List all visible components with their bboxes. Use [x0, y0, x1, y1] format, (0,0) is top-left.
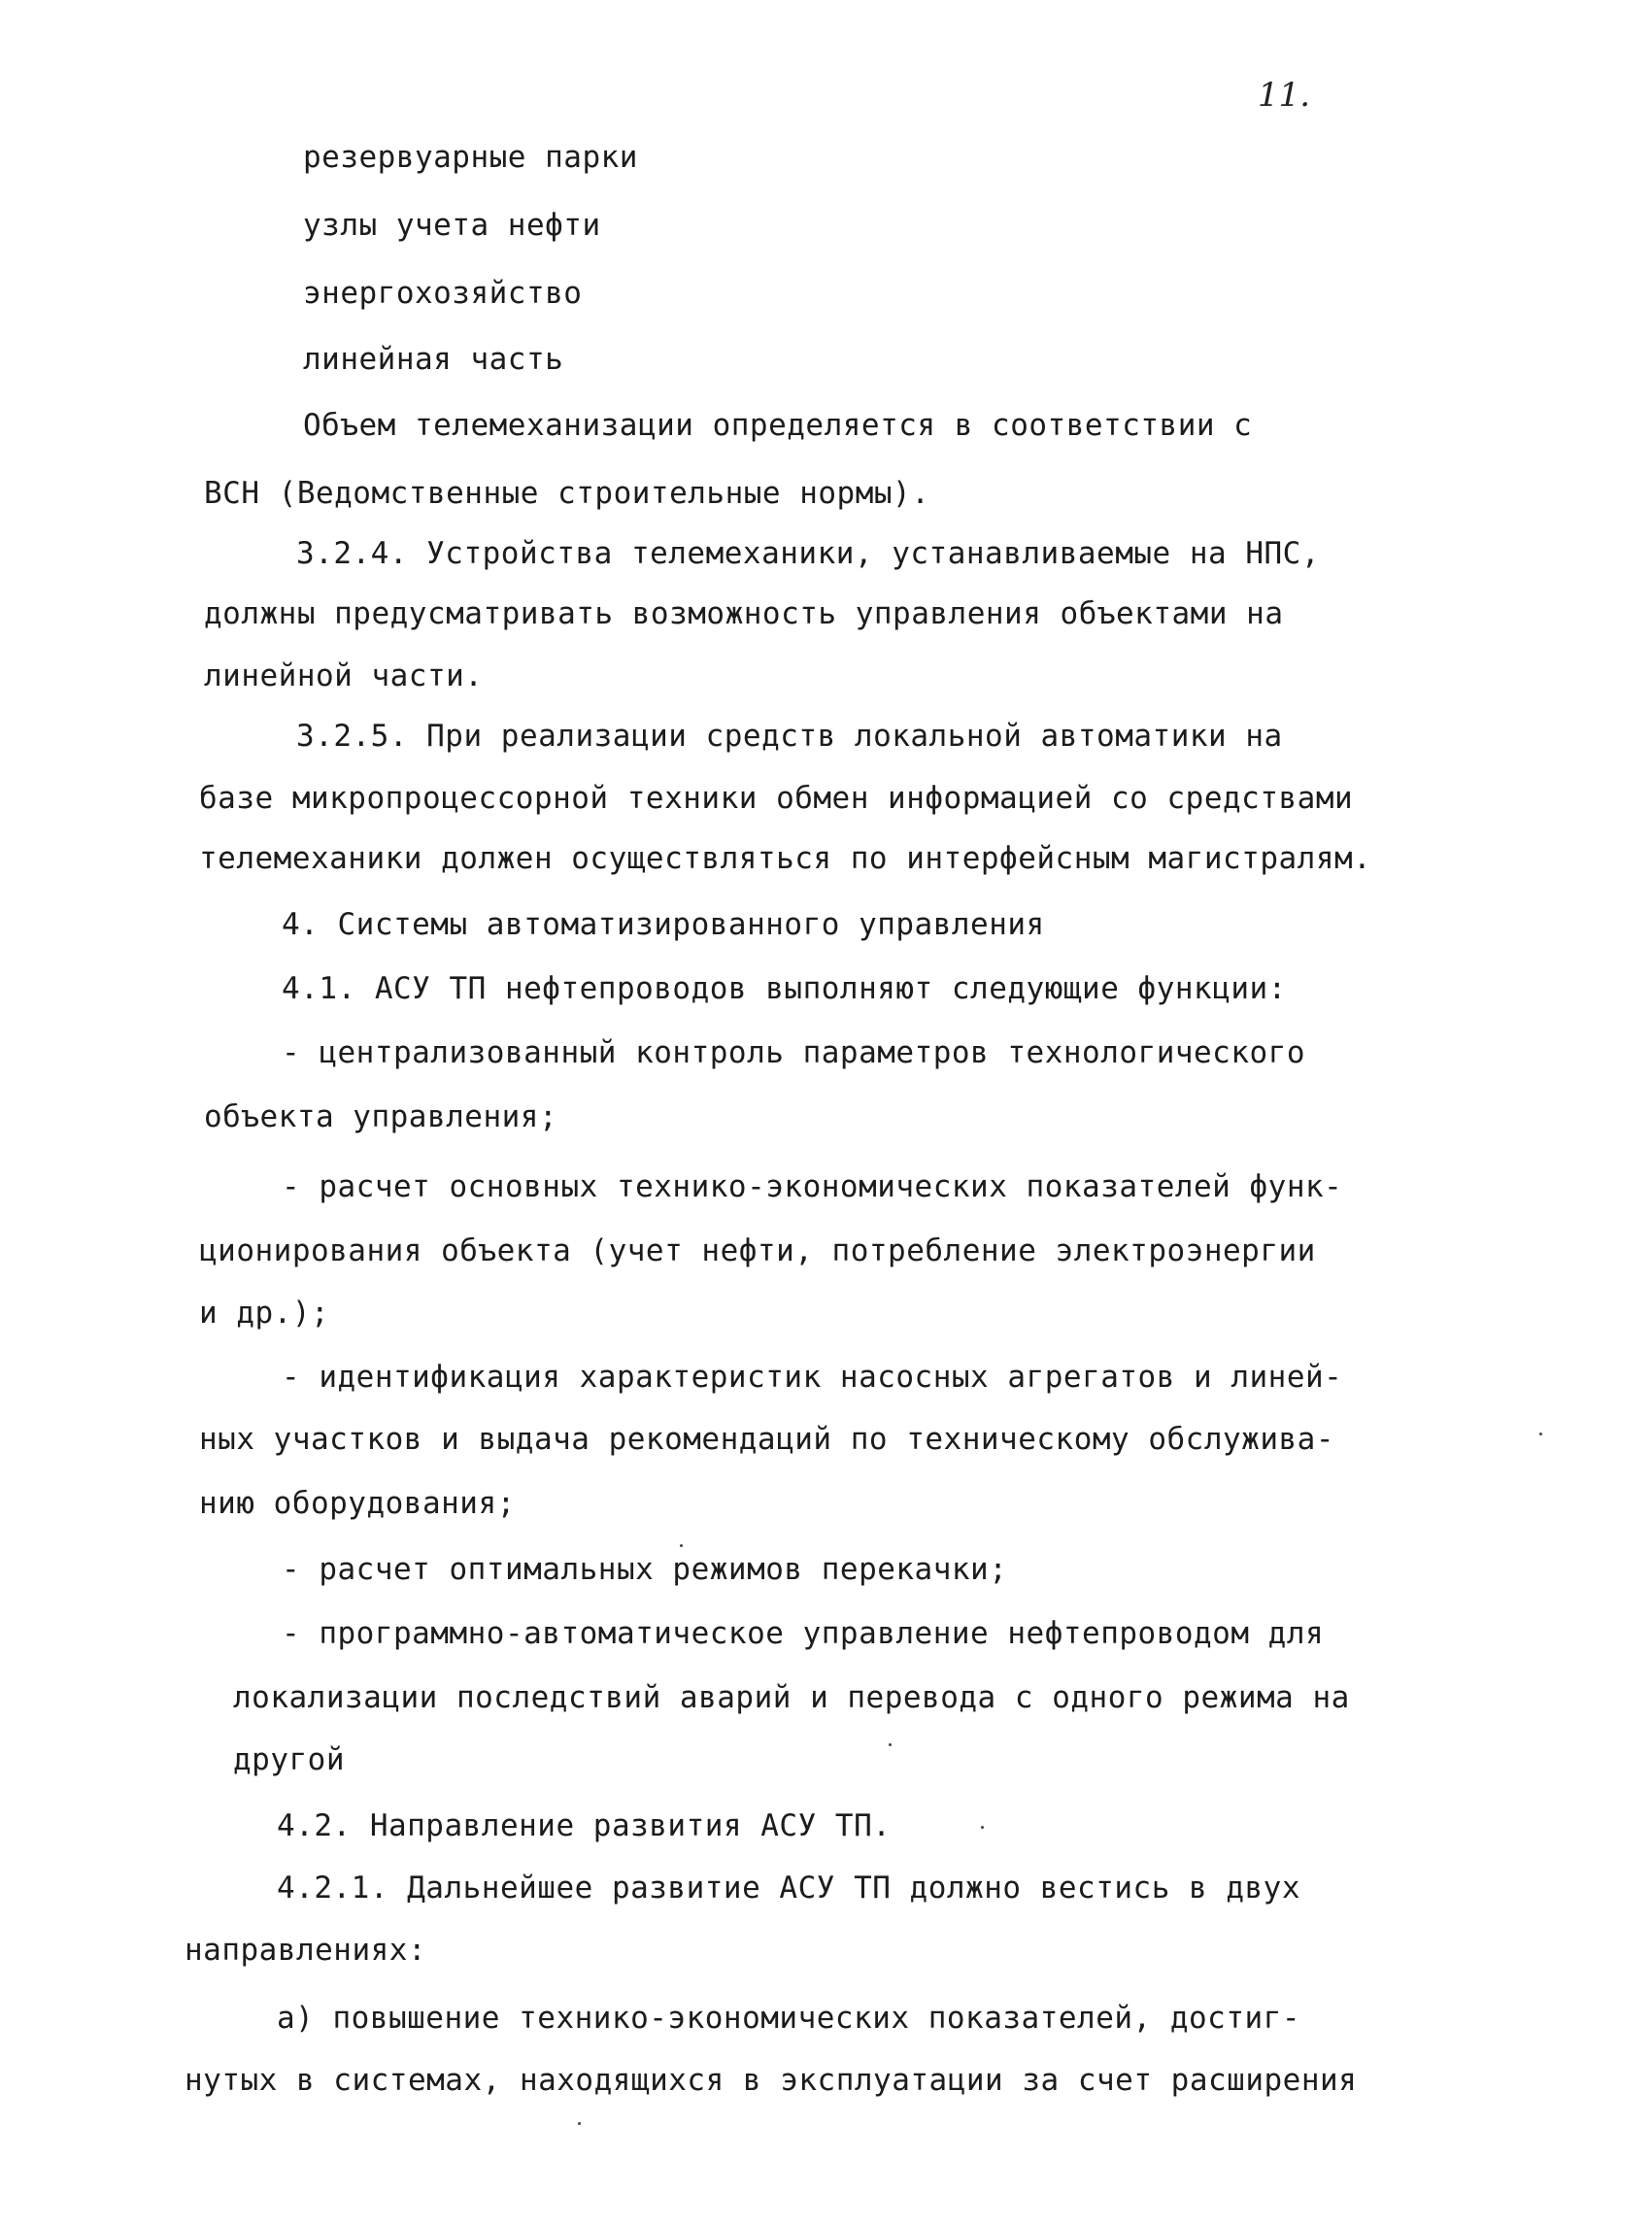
text-line: узлы учета нефти — [303, 208, 601, 243]
text-line: должны предусматривать возможность управления объектами на — [204, 596, 1284, 631]
text-line: резервуарные парки — [303, 140, 638, 175]
text-line: 4.1. АСУ ТП нефтепроводов выполняют следующие функции: — [282, 971, 1287, 1006]
text-line: ционирования объекта (учет нефти, потребление электроэнергии — [199, 1233, 1316, 1268]
text-line: а) повышение технико-экономических показателей, достиг- — [277, 2001, 1300, 2036]
text-line: направлениях: — [185, 1933, 427, 1968]
text-line: 4. Системы автоматизированного управления — [282, 907, 1045, 942]
scan-speck — [1539, 1433, 1542, 1435]
text-line: линейной части. — [204, 658, 484, 693]
text-line: - централизованный контроль параметров технологического — [282, 1035, 1305, 1070]
text-line: энергохозяйство — [303, 276, 583, 311]
scan-speck — [889, 1743, 892, 1746]
scan-speck — [981, 1826, 984, 1829]
text-line: нию оборудования; — [199, 1486, 516, 1521]
text-line: другой — [233, 1742, 345, 1777]
text-line: 4.2.1. Дальнейшее развитие АСУ ТП должно вестись в двух — [277, 1871, 1300, 1906]
text-line: ВСН (Ведомственные строительные нормы). — [204, 476, 930, 511]
text-line: - программно-автоматическое управление нефтепроводом для — [282, 1616, 1325, 1651]
text-line: объекта управления; — [204, 1099, 558, 1134]
text-line: телемеханики должен осуществляться по интерфейсным магистралям. — [199, 841, 1372, 876]
text-line: и др.); — [199, 1296, 330, 1331]
scan-speck — [680, 1544, 683, 1547]
text-line: Объем телемеханизации определяется в соответствии с — [303, 408, 1253, 443]
text-line: локализации последствий аварий и перевода с одного режима на — [233, 1680, 1350, 1715]
text-line: - идентификация характеристик насосных агрегатов и линей- — [282, 1360, 1343, 1395]
text-line: 3.2.5. При реализации средств локальной автоматики на — [296, 719, 1283, 754]
scan-speck — [578, 2122, 581, 2125]
text-line: 3.2.4. Устройства телемеханики, устанавливаемые на НПС, — [296, 536, 1320, 571]
text-line: линейная часть — [303, 342, 564, 377]
page-number: 11. — [1258, 76, 1311, 115]
text-line: 4.2. Направление развития АСУ ТП. — [277, 1808, 892, 1843]
text-line: ных участков и выдача рекомендаций по техническому обслужива- — [199, 1422, 1334, 1457]
text-line: - расчет основных технико-экономических показателей функ- — [282, 1169, 1343, 1204]
text-line: - расчет оптимальных режимов перекачки; — [282, 1552, 1008, 1587]
text-line: базе микропроцессорной техники обмен информацией со средствами — [199, 781, 1354, 816]
text-line: нутых в системах, находящихся в эксплуатации за счет расширения — [185, 2063, 1358, 2098]
